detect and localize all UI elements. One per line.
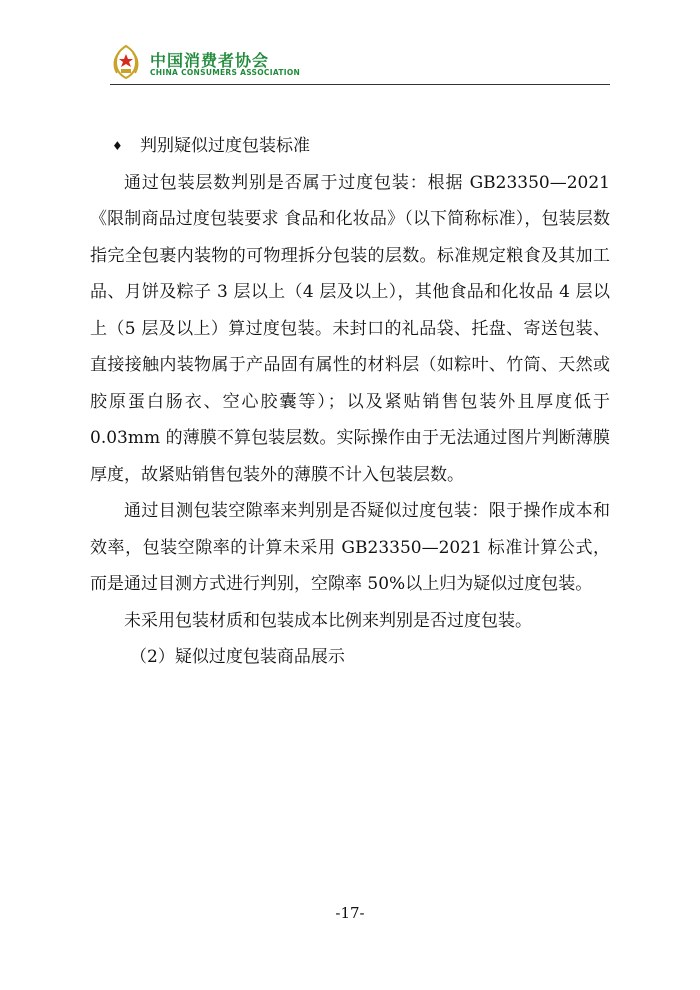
diamond-bullet-icon: ♦ — [112, 139, 123, 153]
association-logo-icon — [110, 44, 142, 80]
section-heading-text: 判别疑似过度包装标准 — [140, 136, 310, 156]
subsection-heading: （2）疑似过度包装商品展示 — [130, 647, 345, 667]
org-name-en: CHINA CONSUMERS ASSOCIATION — [150, 68, 301, 77]
page-number: -17- — [335, 904, 365, 922]
section-heading — [90, 128, 610, 165]
paragraph-void-ratio: 通过目测包装空隙率来判别是否疑似过度包装：限于操作成本和效率，包装空隙率的计算未采用 GB23350—2021 标准计算公式，而是通过目测方式进行判别，空隙率 50%以上归为疑似过度包装。 — [90, 501, 610, 594]
paragraph-material-cost: 未采用包装材质和包装成本比例来判别是否过度包装。 — [124, 610, 532, 631]
header-divider — [110, 84, 610, 85]
org-name-cn: 中国消费者协会 — [150, 51, 270, 70]
page-header — [110, 44, 610, 84]
document-body — [90, 128, 610, 676]
paragraph-layers: 通过包装层数判别是否属于过度包装：根据 GB23350—2021《限制商品过度包装要求 食品和化妆品》（以下简称标准），包装层数指完全包裹内装物的可物理拆分包装的层数。标准规定粮食及其加工品、月饼及粽子 3 层以上（4 层及以上），其他食品和化妆品 4 层以上（5 层及以上）算过度包装。未封口的礼品袋、托盘、寄送包装、直接接触内装物属于产品固有属性的材料层（如粽叶、竹筒、天然或胶原蛋白肠衣、空心胶囊等）；以及紧贴销售包装外且厚度低于 0.03mm 的薄膜不算包装层数。实际操作由于无法通过图片判断薄膜厚度，故紧贴销售包装外的薄膜不计入包装层数。 — [90, 172, 610, 485]
